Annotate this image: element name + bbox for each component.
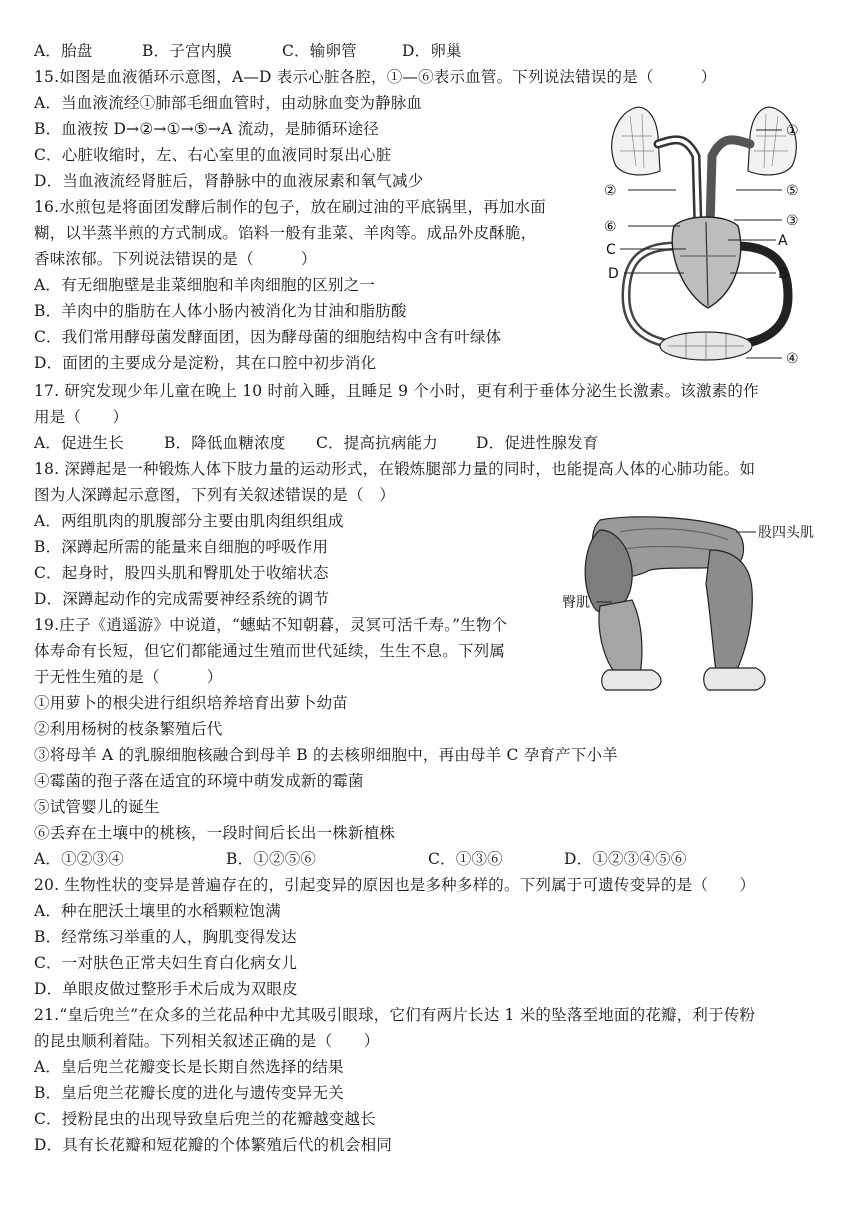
q21-option-a: A．皇后兜兰花瓣变长是长期自然选择的结果 — [34, 1058, 344, 1076]
q16-option-a: A．有无细胞壁是韭菜细胞和羊肉细胞的区别之一 — [34, 276, 376, 294]
q20-option-b: B．经常练习举重的人，胸肌变得发达 — [34, 928, 297, 946]
label-vessel-3: ③ — [786, 213, 799, 229]
q19-option-c: C．①③⑥ — [428, 850, 503, 868]
q19-item-6: ⑥丢弃在土壤中的桃核，一段时间后长出一株新植株 — [34, 824, 396, 842]
q21-stem-line2: 的昆虫顺利着陆。下列相关叙述正确的是（ ） — [34, 1032, 380, 1050]
q16-option-d: D．面团的主要成分是淀粉，其在口腔中初步消化 — [34, 354, 377, 372]
q15-stem: 15.如图是血液循环示意图，A—D 表示心脏各腔，①—⑥表示血管。下列说法错误的是（ ） — [34, 68, 717, 86]
q19-item-4: ④霉菌的孢子落在适宜的环境中萌发成新的霉菌 — [34, 772, 364, 790]
q19-option-d: D．①②③④⑤⑥ — [564, 850, 687, 868]
legs-illustration — [585, 517, 765, 690]
q15-option-c: C．心脏收缩时，左、右心室里的血液同时泵出心脏 — [34, 146, 392, 164]
label-vessel-1: ① — [786, 123, 799, 139]
lungs-illustration — [612, 107, 797, 175]
q21-stem-line1: 21.“皇后兜兰”在众多的兰花品种中尤其吸引眼球，它们有两片长达 1 米的坠落至地面的花瓣，利于传粉 — [34, 1006, 756, 1024]
label-chamber-a: A — [778, 233, 788, 249]
q17-option-d: D．促进性腺发育 — [476, 434, 599, 452]
q19-stem-line3: 于无性生殖的是（ ） — [34, 668, 223, 686]
q18-stem-line2: 图为人深蹲起示意图，下列有关叙述错误的是（ ） — [34, 486, 396, 504]
q21-option-b: B．皇后兜兰花瓣长度的进化与遗传变异无关 — [34, 1084, 344, 1102]
label-vessel-2: ② — [604, 183, 617, 199]
q15-option-a: A．当血液流经①肺部毛细血管时，由动脉血变为静脉血 — [34, 94, 423, 112]
q16-stem-line1: 16.水煎包是将面团发酵后制作的包子，放在刷过油的平底锅里，再加水面 — [34, 198, 546, 216]
q19-option-a: A．①②③④ — [34, 850, 124, 868]
q21-option-c: C．授粉昆虫的出现导致皇后兜兰的花瓣越变越长 — [34, 1110, 376, 1128]
q14-option-d: D．卵巢 — [402, 42, 462, 60]
q15-option-d: D．当血液流经肾脏后，肾静脉中的血液尿素和氧气减少 — [34, 172, 424, 190]
q15-option-b: B．血液按 D→②→①→⑤→A 流动，是肺循环途径 — [34, 120, 380, 138]
q17-option-a: A．促进生长 — [34, 434, 124, 452]
q18-option-a: A．两组肌肉的肌腹部分主要由肌肉组织组成 — [34, 512, 344, 530]
q14-option-c: C．输卵管 — [282, 42, 357, 60]
q18-stem-line1: 18. 深蹲起是一种锻炼人体下肢力量的运动形式，在锻炼腿部力量的同时，也能提高人体的心肺功能。如 — [34, 460, 756, 478]
q14-options — [34, 40, 462, 62]
q19-item-2: ②利用杨树的枝条繁殖后代 — [34, 720, 223, 738]
squat-figure — [560, 510, 830, 700]
q18-option-d: D．深蹲起动作的完成需要神经系统的调节 — [34, 590, 330, 608]
q17-option-c: C．提高抗病能力 — [316, 434, 438, 452]
q20-option-a: A．种在肥沃土壤里的水稻颗粒饱满 — [34, 902, 281, 920]
label-vessel-6: ⑥ — [604, 219, 617, 235]
q17-options — [34, 432, 599, 454]
q20-option-c: C．一对肤色正常夫妇生育白化病女儿 — [34, 954, 298, 972]
q19-stem-line2: 体寿命有长短，但它们都能通过生殖而世代延续，生生不息。下列属 — [34, 642, 506, 660]
q19-item-5: ⑤试管婴儿的诞生 — [34, 798, 160, 816]
q20-stem: 20. 生物性状的变异是普遍存在的，引起变异的原因也是多种多样的。下列属于可遗传变异的是（ ） — [34, 876, 756, 894]
q21-option-d: D．具有长花瓣和短花瓣的个体繁殖后代的机会相同 — [34, 1136, 393, 1154]
q16-option-c: C．我们常用酵母菌发酵面团，因为酵母菌的细胞结构中含有叶绿体 — [34, 328, 502, 346]
label-chamber-d: D — [608, 266, 619, 282]
q16-stem-line3: 香味浓郁。下列说法错误的是（ ） — [34, 250, 317, 268]
label-gluteus: 臀肌 — [562, 595, 590, 611]
label-vessel-5: ⑤ — [786, 183, 799, 199]
q16-stem-line2: 糊，以半蒸半煎的方式制成。馅料一般有韭菜、羊肉等。成品外皮酥脆， — [34, 224, 537, 242]
q19-item-1: ①用萝卜的根尖进行组织培养培育出萝卜幼苗 — [34, 694, 349, 712]
q17-option-b: B．降低血糖浓度 — [164, 434, 286, 452]
q18-option-c: C．起身时，股四头肌和臀肌处于收缩状态 — [34, 564, 329, 582]
label-chamber-b: B — [778, 266, 788, 282]
q17-stem-line2: 用是（ ） — [34, 408, 129, 426]
label-quadriceps: 股四头肌 — [758, 525, 814, 541]
label-chamber-c: C — [606, 242, 616, 258]
q19-option-b: B．①②⑤⑥ — [226, 850, 317, 868]
q14-option-b: B．子宫内膜 — [142, 42, 233, 60]
q19-options — [34, 848, 687, 870]
q19-item-3: ③将母羊 A 的乳腺细胞核融合到母羊 B 的去核卵细胞中，再由母羊 C 孕育产下小羊 — [34, 746, 618, 764]
label-vessel-4: ④ — [786, 351, 799, 367]
q17-stem-line1: 17. 研究发现少年儿童在晚上 10 时前入睡，且睡足 9 个小时，更有利于垂体分泌生长激素。该激素的作 — [34, 382, 759, 400]
q20-option-d: D．单眼皮做过整形手术后成为双眼皮 — [34, 980, 298, 998]
q18-option-b: B．深蹲起所需的能量来自细胞的呼吸作用 — [34, 538, 329, 556]
q16-option-b: B．羊肉中的脂肪在人体小肠内被消化为甘油和脂肪酸 — [34, 302, 407, 320]
blood-circulation-figure — [596, 96, 830, 376]
q14-option-a: A．胎盘 — [34, 42, 93, 60]
q19-stem-line1: 19.庄子《逍遥游》中说道，“蟪蛄不知朝暮，灵冥可活千寿。”生物个 — [34, 616, 508, 634]
